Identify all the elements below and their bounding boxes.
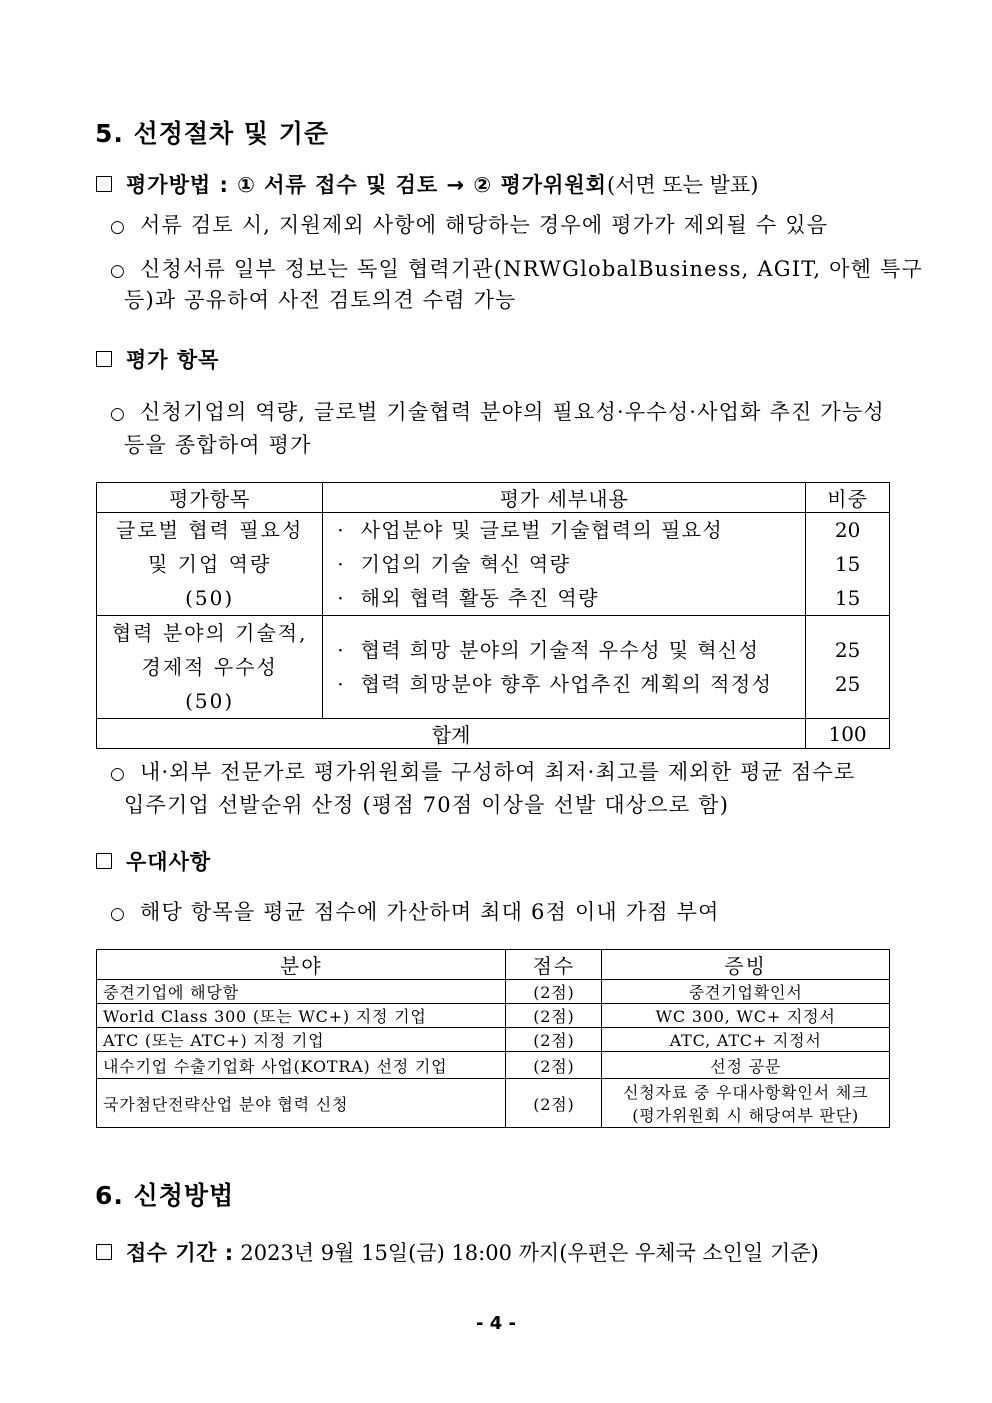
proof-cell: [602, 1079, 890, 1128]
eval-items-label: 평가 항목: [126, 348, 220, 372]
bullet-item: [110, 756, 855, 786]
table-row: [97, 616, 890, 719]
category-line: 협력 분야의 기술적,: [111, 621, 308, 645]
detail-text: 기업의 기술 혁신 역량: [360, 552, 571, 576]
dot-bullet-icon: ·: [337, 518, 346, 542]
deadline-heading: [96, 1237, 819, 1267]
table-row: [97, 1004, 890, 1028]
table-row: [97, 1052, 890, 1079]
table-row: [97, 513, 890, 616]
detail-item: [323, 547, 805, 581]
proof-line: 신청자료 중 우대사항확인서 체크: [623, 1083, 869, 1102]
weight-value: 25: [834, 638, 861, 662]
category-line: 경제적 우수성: [141, 655, 278, 679]
dot-bullet-icon: ·: [337, 638, 346, 662]
bullet-circle-icon: ○: [110, 904, 127, 924]
bullet-text: 해당 항목을 평균 점수에 가산하며 최대 6점 이내 가점 부여: [140, 900, 720, 924]
column-header: 점수: [506, 950, 602, 980]
weight-value: 15: [834, 552, 861, 576]
score-cell: (2점): [506, 1079, 602, 1128]
deadline-value: 2023년 9월 15일(금) 18:00 까지(우편은 우체국 소인일 기준): [240, 1241, 819, 1265]
bullet-circle-icon: ○: [110, 261, 127, 281]
eval-method-label: 평가방법 : ① 서류 접수 및 검토 → ② 평가위원회: [126, 173, 607, 197]
evaluation-table: [96, 482, 890, 749]
category-line: 글로벌 협력 필요성: [116, 518, 304, 542]
score-cell: (2점): [506, 980, 602, 1004]
checkbox-square-icon: [96, 176, 112, 192]
bullet-continuation: 등을 종합하여 평가: [124, 433, 312, 457]
column-header: 비중: [806, 483, 890, 513]
bullet-continuation: 등)과 공유하여 사전 검토의견 수렴 가능: [124, 288, 517, 312]
weight-value: 15: [834, 586, 861, 610]
proof-cell: WC 300, WC+ 지정서: [602, 1004, 890, 1028]
field-cell: World Class 300 (또는 WC+) 지정 기업: [97, 1004, 506, 1028]
table-row: [97, 1079, 890, 1128]
bullet-circle-icon: ○: [110, 764, 127, 784]
category-line: 및 기업 역량: [147, 552, 272, 576]
proof-cell: 선정 공문: [602, 1052, 890, 1079]
bullet-text: 서류 검토 시, 지원제외 사항에 해당하는 경우에 평가가 제외될 수 있음: [140, 213, 829, 237]
bullet-item: [110, 896, 720, 926]
preference-heading: [96, 846, 211, 876]
deadline-label: 접수 기간 :: [126, 1241, 234, 1265]
detail-text: 협력 희망 분야의 기술적 우수성 및 혁신성: [360, 638, 760, 662]
category-cell: [97, 513, 323, 616]
detail-item: [323, 633, 805, 667]
category-line: (50): [185, 689, 235, 713]
score-cell: (2점): [506, 1028, 602, 1052]
dot-bullet-icon: ·: [337, 586, 346, 610]
table-header-row: [97, 483, 890, 513]
weight-value: 25: [834, 672, 861, 696]
eval-method-heading: [96, 169, 758, 199]
table-row: [97, 980, 890, 1004]
detail-text: 협력 희망분야 향후 사업추진 계획의 적정성: [360, 672, 773, 696]
bullet-text: 신청서류 일부 정보는 독일 협력기관(NRWGlobalBusiness, AGIT, 아헨 특구: [140, 257, 923, 281]
detail-item: [323, 581, 805, 615]
proof-cell: 중견기업확인서: [602, 980, 890, 1004]
table-header-row: [97, 950, 890, 980]
column-header: 평가항목: [97, 483, 323, 513]
total-label: 합계: [97, 719, 806, 749]
bullet-item: [110, 253, 923, 283]
preference-table: [96, 949, 890, 1128]
eval-items-heading: [96, 344, 219, 374]
section-5-title: 5. 선정절차 및 기준: [95, 119, 330, 148]
bullet-continuation: 입주기업 선발순위 산정 (평점 70점 이상을 선발 대상으로 함): [124, 793, 730, 817]
total-value: 100: [806, 719, 890, 749]
column-header: 증빙: [602, 950, 890, 980]
column-header: 분야: [97, 950, 506, 980]
detail-item: [323, 513, 805, 547]
field-cell: 국가첨단전략산업 분야 협력 신청: [97, 1079, 506, 1128]
category-line: (50): [185, 586, 235, 610]
bullet-item: [110, 209, 828, 239]
dot-bullet-icon: ·: [337, 672, 346, 696]
checkbox-square-icon: [96, 351, 112, 367]
proof-line: (평가위원회 시 해당여부 판단): [632, 1106, 860, 1125]
table-total-row: [97, 719, 890, 749]
bullet-text: 신청기업의 역량, 글로벌 기술협력 분야의 필요성·우수성·사업화 추진 가능성: [140, 400, 885, 424]
bullet-circle-icon: ○: [110, 217, 127, 237]
checkbox-square-icon: [96, 853, 112, 869]
score-cell: (2점): [506, 1052, 602, 1079]
page-number: - 4 -: [476, 1313, 516, 1334]
column-header: 평가 세부내용: [323, 483, 806, 513]
detail-text: 사업분야 및 글로벌 기술협력의 필요성: [360, 518, 724, 542]
field-cell: 내수기업 수출기업화 사업(KOTRA) 선정 기업: [97, 1052, 506, 1079]
detail-cell: [323, 616, 806, 719]
section-6-title: 6. 신청방법: [95, 1181, 235, 1210]
eval-method-suffix: (서면 또는 발표): [606, 173, 759, 197]
checkbox-square-icon: [96, 1244, 112, 1260]
detail-item: [323, 667, 805, 701]
dot-bullet-icon: ·: [337, 552, 346, 576]
weight-value: 20: [834, 518, 861, 542]
weight-cell: [806, 616, 890, 719]
preference-label: 우대사항: [126, 850, 212, 874]
detail-text: 해외 협력 활동 추진 역량: [360, 586, 599, 610]
bullet-text: 내·외부 전문가로 평가위원회를 구성하여 최저·최고를 제외한 평균 점수로: [140, 760, 856, 784]
field-cell: ATC (또는 ATC+) 지정 기업: [97, 1028, 506, 1052]
category-cell: [97, 616, 323, 719]
proof-cell: ATC, ATC+ 지정서: [602, 1028, 890, 1052]
detail-cell: [323, 513, 806, 616]
weight-cell: [806, 513, 890, 616]
field-cell: 중견기업에 해당함: [97, 980, 506, 1004]
table-row: [97, 1028, 890, 1052]
bullet-item: [110, 396, 885, 426]
score-cell: (2점): [506, 1004, 602, 1028]
bullet-circle-icon: ○: [110, 404, 127, 424]
